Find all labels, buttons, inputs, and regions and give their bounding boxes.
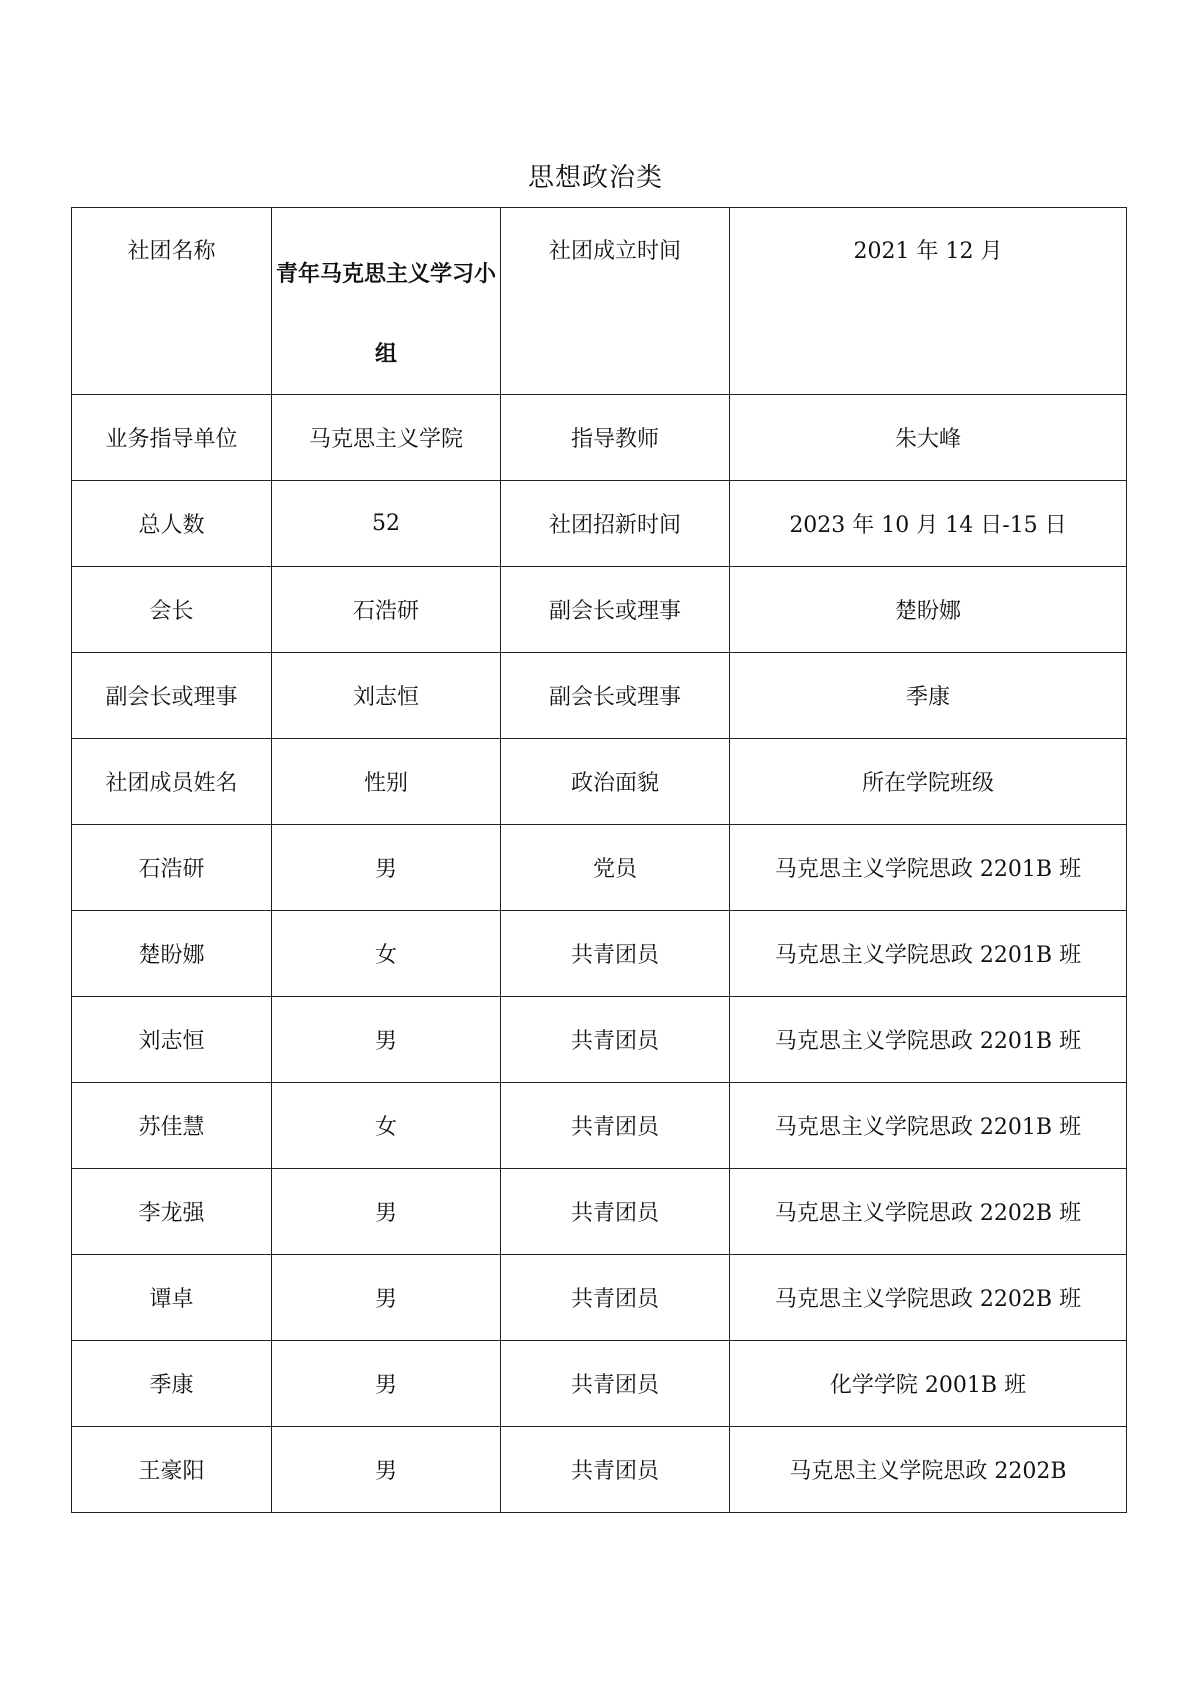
page-title: 思想政治类 [527,163,663,193]
member-political-status: 共青团员 [501,1341,730,1427]
member-class: 马克思主义学院思政 2201B 班 [730,1083,1127,1169]
column-header: 政治面貌 [501,739,730,825]
member-class: 马克思主义学院思政 2202B 班 [730,1255,1127,1341]
member-class: 马克思主义学院思政 2201B 班 [730,997,1127,1083]
total-members-value: 52 [272,481,501,567]
column-header: 社团成员姓名 [72,739,272,825]
member-name: 王豪阳 [72,1427,272,1513]
member-class: 马克思主义学院思政 2201B 班 [730,825,1127,911]
table-row [72,395,1127,481]
supervising-unit-label: 业务指导单位 [72,395,272,481]
supervising-unit-value: 马克思主义学院 [272,395,501,481]
member-political-status: 共青团员 [501,997,730,1083]
advisor-value: 朱大峰 [730,395,1127,481]
member-gender: 男 [272,1255,501,1341]
member-row [72,825,1127,911]
vice-president-label: 副会长或理事 [72,653,272,739]
member-row [72,997,1127,1083]
member-gender: 男 [272,997,501,1083]
member-gender: 男 [272,1427,501,1513]
member-gender: 男 [272,1341,501,1427]
member-name: 刘志恒 [72,997,272,1083]
member-class: 马克思主义学院思政 2201B 班 [730,911,1127,997]
member-gender: 男 [272,1169,501,1255]
vice-president-label: 副会长或理事 [501,653,730,739]
table-row [72,653,1127,739]
member-class: 化学学院 2001B 班 [730,1341,1127,1427]
founded-label: 社团成立时间 [501,208,730,395]
club-name-value: 青年马克思主义学习小组 [272,208,501,395]
member-name: 楚盼娜 [72,911,272,997]
member-name: 李龙强 [72,1169,272,1255]
member-political-status: 共青团员 [501,1255,730,1341]
member-political-status: 共青团员 [501,1083,730,1169]
member-row [72,1341,1127,1427]
member-political-status: 共青团员 [501,1169,730,1255]
member-name: 苏佳慧 [72,1083,272,1169]
recruitment-label: 社团招新时间 [501,481,730,567]
vice-president-value: 季康 [730,653,1127,739]
member-class: 马克思主义学院思政 2202B [730,1427,1127,1513]
member-political-status: 共青团员 [501,911,730,997]
vice-president-value: 楚盼娜 [730,567,1127,653]
member-row [72,1255,1127,1341]
member-row [72,911,1127,997]
members-header-row [72,739,1127,825]
member-name: 石浩研 [72,825,272,911]
club-name-label: 社团名称 [72,208,272,395]
club-info-table [71,207,1127,1513]
president-label: 会长 [72,567,272,653]
advisor-label: 指导教师 [501,395,730,481]
member-row [72,1083,1127,1169]
member-class: 马克思主义学院思政 2202B 班 [730,1169,1127,1255]
total-members-label: 总人数 [72,481,272,567]
column-header: 所在学院班级 [730,739,1127,825]
member-political-status: 党员 [501,825,730,911]
table-row [72,208,1127,395]
member-gender: 女 [272,1083,501,1169]
member-name: 谭卓 [72,1255,272,1341]
member-name: 季康 [72,1341,272,1427]
column-header: 性别 [272,739,501,825]
member-gender: 女 [272,911,501,997]
member-political-status: 共青团员 [501,1427,730,1513]
member-row [72,1427,1127,1513]
member-gender: 男 [272,825,501,911]
table-row [72,567,1127,653]
table-row [72,481,1127,567]
member-row [72,1169,1127,1255]
recruitment-value: 2023 年 10 月 14 日-15 日 [730,481,1127,567]
vice-president-label: 副会长或理事 [501,567,730,653]
president-value: 石浩研 [272,567,501,653]
founded-value: 2021 年 12 月 [730,208,1127,395]
vice-president-value: 刘志恒 [272,653,501,739]
